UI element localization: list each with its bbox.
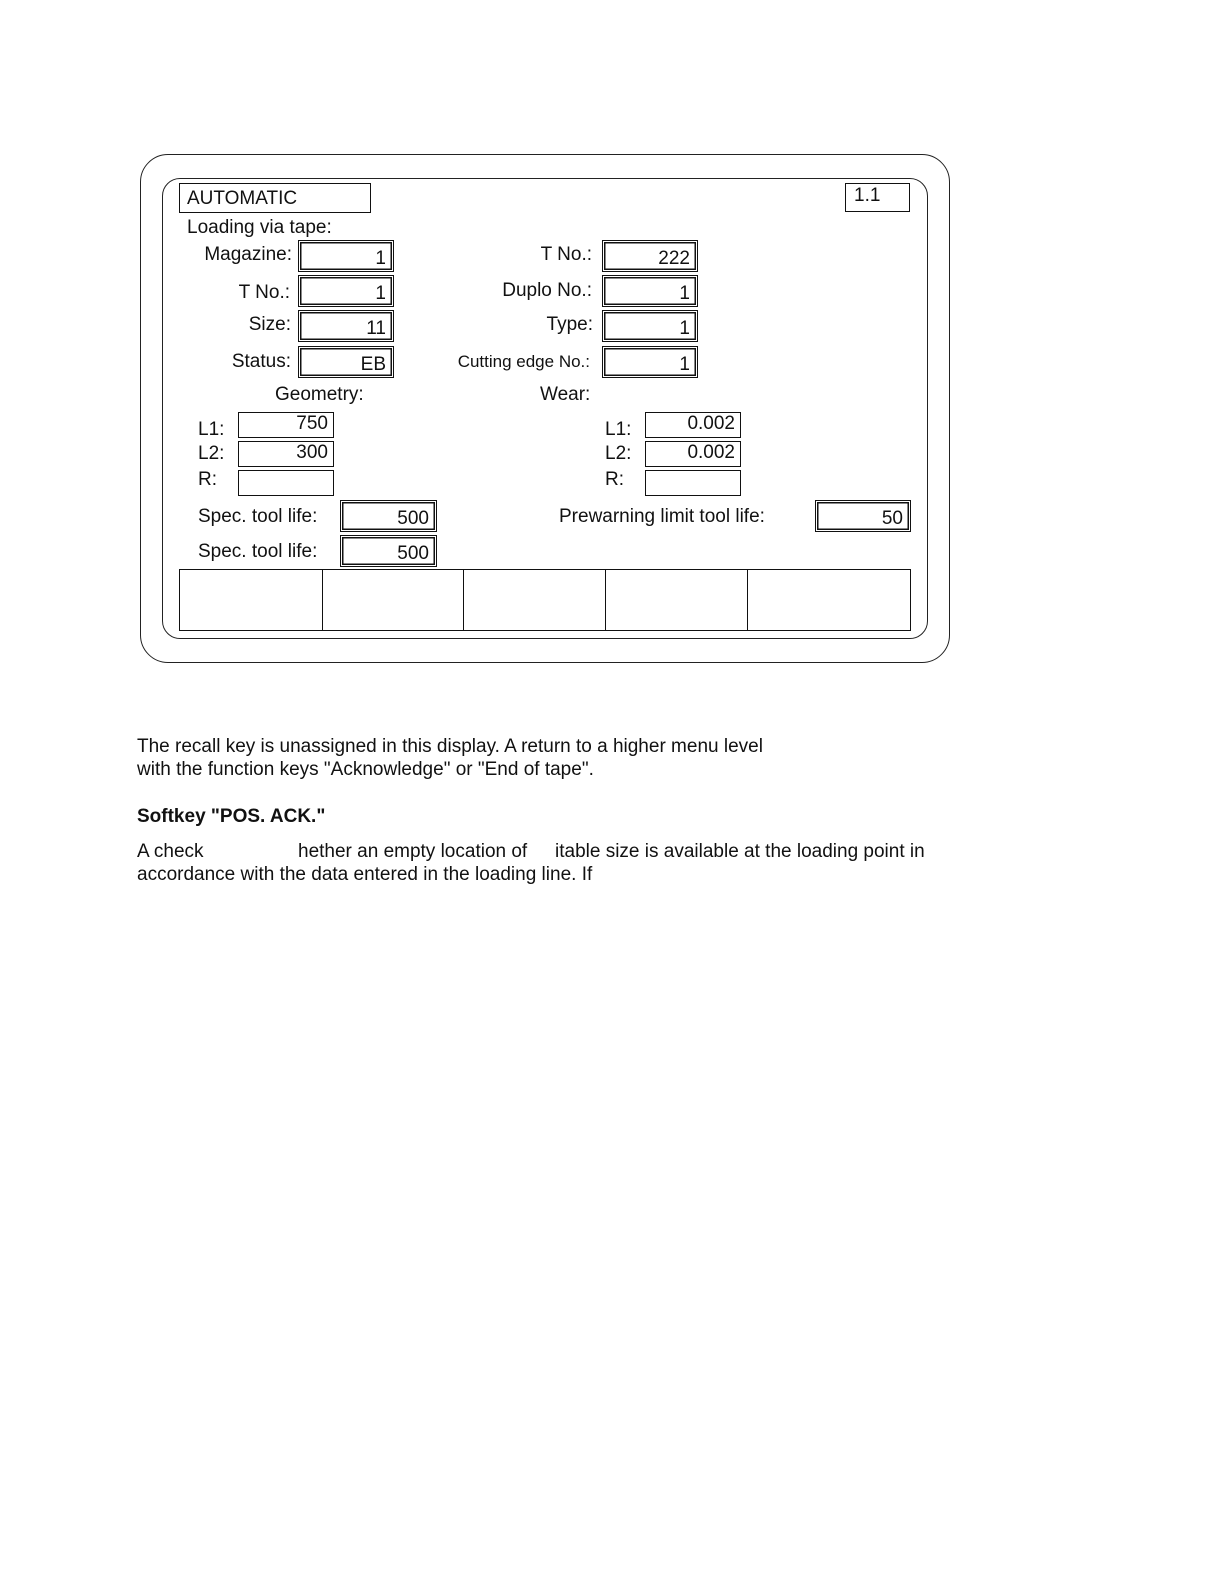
softkey-bar (179, 569, 911, 631)
magazine-label: Magazine: (204, 244, 292, 265)
magazine-field[interactable]: 1 (298, 240, 394, 272)
wear-l1-field[interactable]: 0.002 (645, 412, 741, 438)
type-field[interactable]: 1 (602, 310, 698, 342)
screen-number-display (845, 183, 910, 212)
paragraph-check-line-1b: hether an empty location of (298, 841, 528, 862)
status-field[interactable]: EB (298, 346, 394, 378)
duplo-label: Duplo No.: (502, 280, 592, 301)
wear-l2-field[interactable]: 0.002 (645, 441, 741, 467)
spec-tool-life-label-1: Spec. tool life: (198, 506, 318, 527)
geometry-l1-field[interactable]: 750 (238, 412, 334, 438)
paragraph-recall-key-line-1: The recall key is unassigned in this display. A return to a higher menu level (137, 736, 763, 757)
wear-heading: Wear: (540, 384, 591, 405)
softkey-1[interactable] (180, 570, 323, 630)
softkey-5[interactable] (748, 570, 910, 630)
geometry-r-label: R: (198, 469, 217, 490)
duplo-field[interactable]: 1 (602, 275, 698, 307)
prewarning-limit-field[interactable]: 50 (815, 500, 911, 532)
paragraph-check-line-2: accordance with the data entered in the loading line. If (137, 864, 593, 885)
screen-number: 1.1 (854, 185, 881, 206)
geometry-r-field[interactable] (238, 470, 334, 496)
tno-right-label: T No.: (540, 244, 592, 265)
mode-display (179, 183, 371, 213)
section-title: Loading via tape: (187, 217, 332, 238)
paragraph-check-line-1c: itable size is available at the loading point in (555, 841, 925, 862)
geometry-l2-label: L2: (198, 443, 225, 464)
status-label: Status: (231, 351, 291, 372)
softkey-2[interactable] (323, 570, 464, 630)
size-label: Size: (248, 314, 291, 335)
spec-tool-life-field-1[interactable]: 500 (340, 500, 437, 532)
geometry-l2-field[interactable]: 300 (238, 441, 334, 467)
cutting-edge-field[interactable]: 1 (602, 346, 698, 378)
spec-tool-life-field-2[interactable]: 500 (340, 535, 437, 567)
geometry-heading: Geometry: (275, 384, 364, 405)
softkey-3[interactable] (464, 570, 606, 630)
softkey-pos-ack-heading: Softkey "POS. ACK." (137, 806, 326, 827)
wear-r-label: R: (605, 469, 624, 490)
cutting-edge-label: Cutting edge No.: (457, 352, 590, 371)
wear-l1-label: L1: (605, 419, 632, 440)
prewarning-limit-label: Prewarning limit tool life: (559, 506, 765, 527)
paragraph-check-line-1a: A check (137, 841, 204, 862)
softkey-4[interactable] (606, 570, 748, 630)
wear-l2-label: L2: (605, 443, 632, 464)
tno-left-field[interactable]: 1 (298, 275, 394, 307)
paragraph-recall-key-line-2: with the function keys "Acknowledge" or "End of tape". (137, 759, 594, 780)
size-field[interactable]: 11 (298, 310, 394, 342)
type-label: Type: (546, 314, 593, 335)
tno-left-label: T No.: (238, 282, 290, 303)
geometry-l1-label: L1: (198, 419, 225, 440)
mode-text: AUTOMATIC (187, 188, 298, 209)
paragraph-recall-key (137, 735, 763, 781)
wear-r-field[interactable] (645, 470, 741, 496)
tno-right-field[interactable]: 222 (602, 240, 698, 272)
spec-tool-life-label-2: Spec. tool life: (198, 541, 318, 562)
